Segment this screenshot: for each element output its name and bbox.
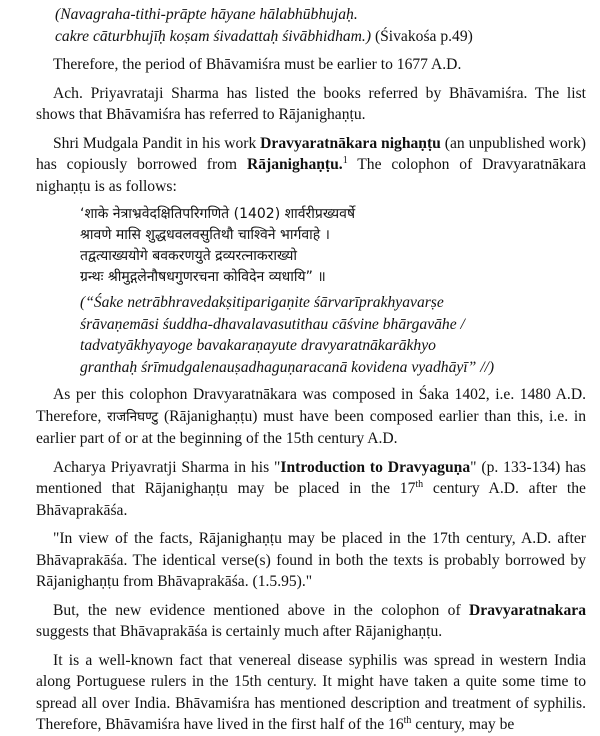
devanagari-term: राजनिघण्टु [107, 408, 159, 425]
quote-source: (Śivakośa p.49) [374, 27, 473, 45]
verse-line: तद्वत्याख्ययोगे बवकरणयुते द्रव्यरत्नाकराख्यो [80, 248, 297, 264]
work-title: Dravyaratnākara nighaṇṭu [260, 134, 441, 152]
verse-line: श्रावणे मासि शुद्धधवलवसुतिथौ चाश्विने भार्गवाहे । [80, 227, 330, 243]
paragraph: Ach. Priyavrataji Sharma has listed the books referred by Bhāvamiśra. The list shows that Bhāvamiśra has referred to Rājanighaṇṭu. [36, 84, 586, 123]
work-title: Introduction to Dravyaguṇa [280, 458, 471, 476]
verse-line: ग्रन्थः श्रीमुद्गलेनौषधगुणरचना कोविदेन व्यधायि” ॥ [80, 269, 326, 285]
quote-block [55, 4, 586, 47]
footnote-marker: 1 [342, 154, 348, 166]
paragraph: But, the new evidence mentioned above in the colophon of Dravyaratnakara suggests that Bhāvaprakāśa is certainly much after Rājanighaṇṭu. [36, 601, 586, 640]
verse-line: (“Śake netrābhravedakṣitiparigaṇite śārvarīprakhyavarṣe [80, 294, 444, 311]
paragraph: It is a well-known fact that venereal disease syphilis was spread in western India along Portuguese rulers in the 15th century. It might have taken a quite some time to spread all over India. Bhāvamiśra has mentioned description and treatment of syphilis. Therefore, Bhāvamiśra have lived in the first half of the 16th century, may be [36, 651, 586, 733]
superscript: th [403, 714, 412, 726]
superscript: th [415, 478, 424, 490]
work-title: Rājanighaṇṭu. [246, 156, 343, 173]
sanskrit-verse [80, 204, 586, 288]
paragraph: Therefore, the period of Bhāvamiśra must be earlier to 1677 A.D. [53, 56, 462, 73]
verse-line: śrāvaṇemāsi śuddha-dhavalavasutithau cāśvine bhārgavāhe / [80, 315, 465, 333]
transliteration-verse [80, 292, 586, 378]
work-title: Dravyaratnakara [469, 601, 586, 619]
verse-line: tadvatyākhyayoge bavakaraṇayute dravyaratnākarākhyo [80, 337, 436, 354]
paragraph: As per this colophon Dravyaratnākara was composed in Śaka 1402, i.e. 1480 A.D. Therefore, राजनिघण्टु (Rājanighaṇṭu) must have been composed earlier than this, i.e. in earlier part of or at the beginning of the 15th century A.D. [36, 386, 586, 447]
quote-line: (Navagraha-tithi-prāpte hāyane hālabhūbhujaḥ. [55, 6, 358, 23]
paragraph: Shri Mudgala Pandit in his work Dravyaratnākara nighaṇṭu (an unpublished work) has copiously borrowed from Rājanighaṇṭu.$^1$ The colophon of Dravyaratnākara nighaṇṭu is as follows: [36, 134, 587, 195]
paragraph: Acharya Priyavratji Sharma in his "Introduction to Dravyaguṇa" (p. 133-134) has mentioned that Rājanighaṇṭu may be placed in the 17th century A.D. after the Bhāvaprakāśa. [36, 458, 586, 519]
verse-line: granthaḥ śrīmudgalenauṣadhaguṇaracanā kovidena vyadhāyī” //) [80, 358, 495, 376]
verse-line: ‘शाके नेत्राभ्रवेदक्षितिपरिगणिते (1402) शार्वरीप्रख्यवर्षे [80, 206, 356, 222]
paragraph: "In view of the facts, Rājanighaṇṭu may be placed in the 17th century, A.D. after Bhāvaprakāśa. The identical verse(s) found in both the texts is probably borrowed by Rājanighaṇṭu from Bhāvaprakāśa. (1.5.95)." [36, 530, 586, 590]
quote-line: cakre cāturbhujīḥ koṣam śivadattaḥ śivābhidham.) (Śivakośa p.49) [55, 27, 473, 45]
